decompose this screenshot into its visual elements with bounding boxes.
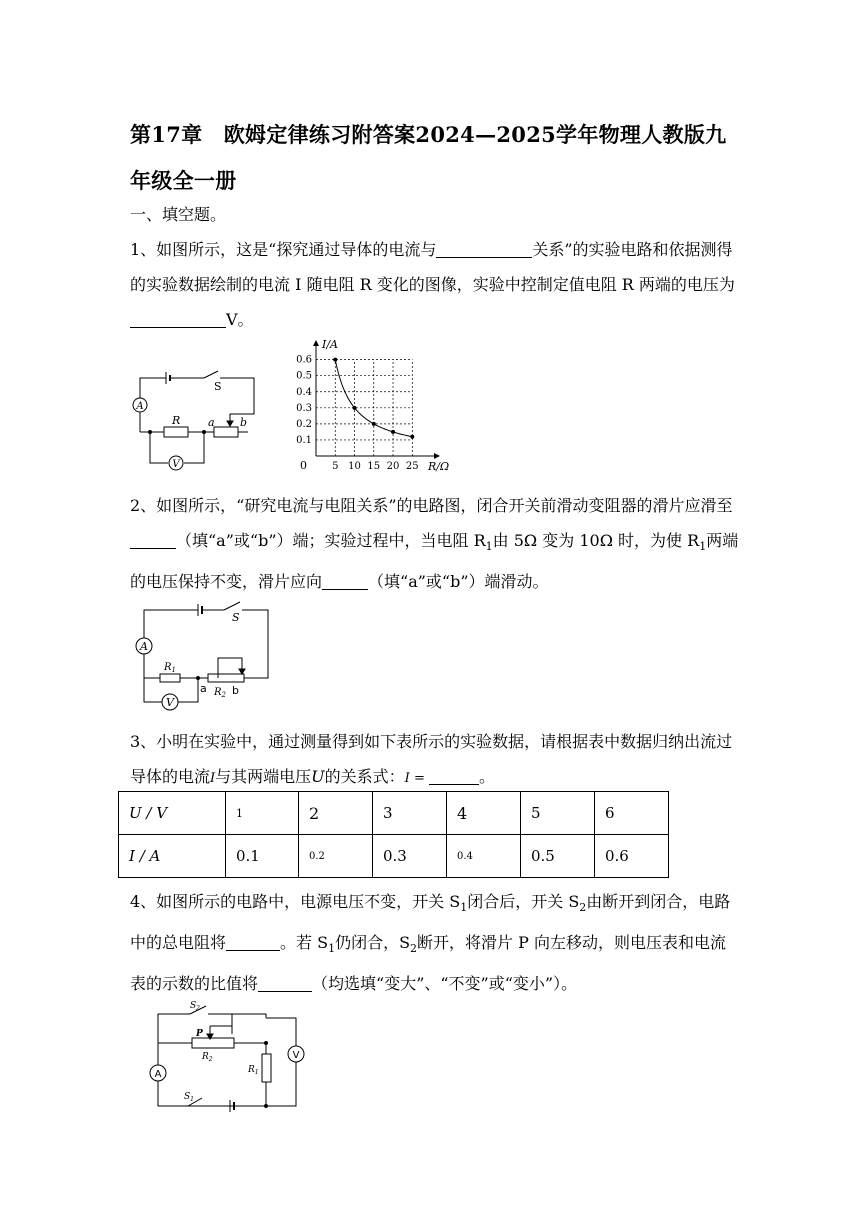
chart-x-tick-label: 20 xyxy=(386,461,400,472)
table-cell: 6 xyxy=(595,792,669,835)
chart-y-tick-label: 0.3 xyxy=(296,402,312,414)
table-header-i: I / A xyxy=(119,835,226,878)
question-2 xyxy=(130,488,740,599)
document-title: 第17章 欧姆定律练习附答案2024—2025学年物理人教版九年级全一册 xyxy=(130,122,727,193)
q4-text-a: 4、如图所示的电路中，电源电压不变，开关 S xyxy=(130,892,461,911)
fig1-voltmeter-label: V xyxy=(172,459,180,470)
chart-grid xyxy=(316,360,412,456)
q1-text-c: V。 xyxy=(226,310,254,329)
fig4-circuit-diagram xyxy=(138,996,318,1120)
table-cell: 0.5 xyxy=(521,835,595,878)
chart-data-point xyxy=(353,406,357,410)
table-cell: 3 xyxy=(373,792,447,835)
table-cell: 2 xyxy=(299,792,373,835)
q2-blank-1[interactable] xyxy=(130,530,176,549)
chart-axes xyxy=(313,340,440,459)
fig2-voltmeter-label: V xyxy=(166,696,174,709)
table-cell: 0.2 xyxy=(299,835,373,878)
question-1 xyxy=(130,232,740,337)
table-cell: 4 xyxy=(447,792,521,835)
section-heading: 一、填空题。 xyxy=(130,205,227,224)
q4-text-g: （均选填“变大”、“不变”或“变小”）。 xyxy=(312,974,578,994)
fig4-p-label: P xyxy=(196,1029,203,1039)
table-header-u: U / V xyxy=(119,792,226,835)
chart-ticks xyxy=(296,355,419,472)
q2-text-b: （填“a”或“b”）端；实验过程中，当电阻 R xyxy=(176,531,486,550)
chart-origin-label: 0 xyxy=(300,459,307,472)
table-row-voltage xyxy=(119,792,669,835)
q1-blank-1[interactable] xyxy=(436,239,532,258)
fig1-circuit-diagram xyxy=(128,368,268,476)
q4-sub: 1 xyxy=(328,942,336,956)
fig2-a-label: a xyxy=(200,682,207,695)
table-cell: 0.4 xyxy=(447,835,521,878)
q2-text-d: 两端的电压保持不变，滑片应向 xyxy=(130,531,739,592)
table-cell: 5 xyxy=(521,792,595,835)
q4-text-c: 由断开到闭合，电路中的总电阻将 xyxy=(130,892,731,953)
q3-text-c: 的关系式： xyxy=(324,767,405,786)
chart-x-tick-label: 5 xyxy=(332,461,339,472)
chart-y-axis-label: I/A xyxy=(322,338,338,351)
q4-sub: 2 xyxy=(410,942,418,956)
chart-x-axis-label: R/Ω xyxy=(428,460,450,473)
fig2-r2-label: $R_2$ xyxy=(214,687,226,699)
q4-text-f: 断开，将滑片 P 向左移动，则电压表和电流表的示数的比值将 xyxy=(130,933,726,994)
q4-blank-2[interactable] xyxy=(258,973,312,992)
fig1-b-label: b xyxy=(240,416,248,429)
table-cell: 0.3 xyxy=(373,835,447,878)
chart-x-tick-label: 25 xyxy=(405,461,419,472)
chart-data-point xyxy=(410,435,414,439)
q2-r1-sub-2: 1 xyxy=(699,540,707,554)
table-cell: 0.1 xyxy=(226,835,299,878)
q1-blank-2[interactable] xyxy=(130,309,226,328)
fig4-r1-label: $R_1$ xyxy=(248,1065,259,1076)
chart-y-tick-label: 0.5 xyxy=(296,370,312,382)
q3-text-d: 。 xyxy=(478,767,495,786)
chart-y-tick-label: 0.1 xyxy=(296,434,312,446)
chart-x-arrow xyxy=(434,453,440,459)
fig2-switch-label: S xyxy=(232,611,240,624)
fig4-s2-label: $S_2$ xyxy=(190,1001,200,1012)
fig4-ammeter-label: A xyxy=(154,1069,162,1080)
chart-y-tick-label: 0.4 xyxy=(296,386,312,398)
fig1-current-resistance-chart xyxy=(278,336,458,476)
chart-y-arrow xyxy=(313,340,319,346)
q4-text-b: 闭合后，开关 S xyxy=(467,892,580,911)
fig1-resistor-label: R xyxy=(172,414,181,427)
table-cell: 0.6 xyxy=(595,835,669,878)
fig1-switch-label: S xyxy=(214,380,222,393)
fig2-ammeter-label: A xyxy=(140,640,148,653)
q1-text-a: 1、如图所示，这是“探究通过导体的电流与 xyxy=(130,240,437,259)
q2-r1-sub: 1 xyxy=(485,540,493,554)
chart-data-point xyxy=(372,422,376,426)
data-table xyxy=(118,791,669,878)
q2-text-e: （填“a”或“b”）端滑动。 xyxy=(368,572,549,592)
question-3: 3、小明在实验中，通过测量得到如下表所示的实验数据，请根据表中数据归纳出流过导体的电流I与其两端电压U的关系式：I = 。 xyxy=(130,732,733,786)
fig2-b-label: b xyxy=(232,684,239,697)
fig4-r2-label: $R_2$ xyxy=(202,1052,213,1063)
q3-text-b: 与其两端电压 xyxy=(215,767,312,786)
q3-formula-i: I xyxy=(404,771,410,786)
q2-text-a: 2、如图所示，“研究电流与电阻关系”的电路图，闭合开关前滑动变阻器的滑片应滑至 xyxy=(130,496,733,515)
table-cell: 1 xyxy=(226,792,299,835)
question-4 xyxy=(130,884,740,1001)
chart-y-tick-label: 0.2 xyxy=(296,418,312,430)
chart-x-tick-label: 10 xyxy=(348,461,361,472)
chart-data-point xyxy=(391,430,395,434)
fig2-r1-label: $R_1$ xyxy=(164,662,176,674)
q4-blank-1[interactable] xyxy=(226,932,280,951)
fig4-s1-label: $S_1$ xyxy=(184,1092,194,1103)
q3-var-i: I xyxy=(210,771,216,786)
q1-text-b: 关系”的实验电路和依据测得的实验数据绘制的电流 I 随电阻 R 变化的图像，实验中控制定值电阻 R 两端的电压为 xyxy=(130,240,735,294)
fig1-ammeter-label: A xyxy=(136,401,144,412)
q3-text-a: 3、小明在实验中，通过测量得到如下表所示的实验数据，请根据表中数据归纳出流过导体的电流 xyxy=(130,732,733,786)
chart-x-tick-label: 15 xyxy=(367,461,381,472)
q2-blank-2[interactable] xyxy=(322,571,368,590)
q2-text-c: 由 5Ω 变为 10Ω 时，为使 R xyxy=(492,531,700,550)
q4-text-d: 。若 S xyxy=(280,933,329,953)
q4-sub: 1 xyxy=(460,901,468,915)
fig1-a-label: a xyxy=(208,416,215,429)
q3-blank[interactable] xyxy=(429,766,479,785)
q4-sub: 2 xyxy=(579,901,587,915)
q4-text-e: 仍闭合，S xyxy=(335,933,411,953)
q3-var-u: U xyxy=(311,767,325,786)
chart-data-point xyxy=(333,358,337,362)
table-row-current xyxy=(119,835,669,878)
fig4-voltmeter-label: V xyxy=(292,1050,300,1061)
fig2-circuit-diagram xyxy=(128,598,278,714)
chart-y-tick-label: 0.6 xyxy=(296,354,312,366)
